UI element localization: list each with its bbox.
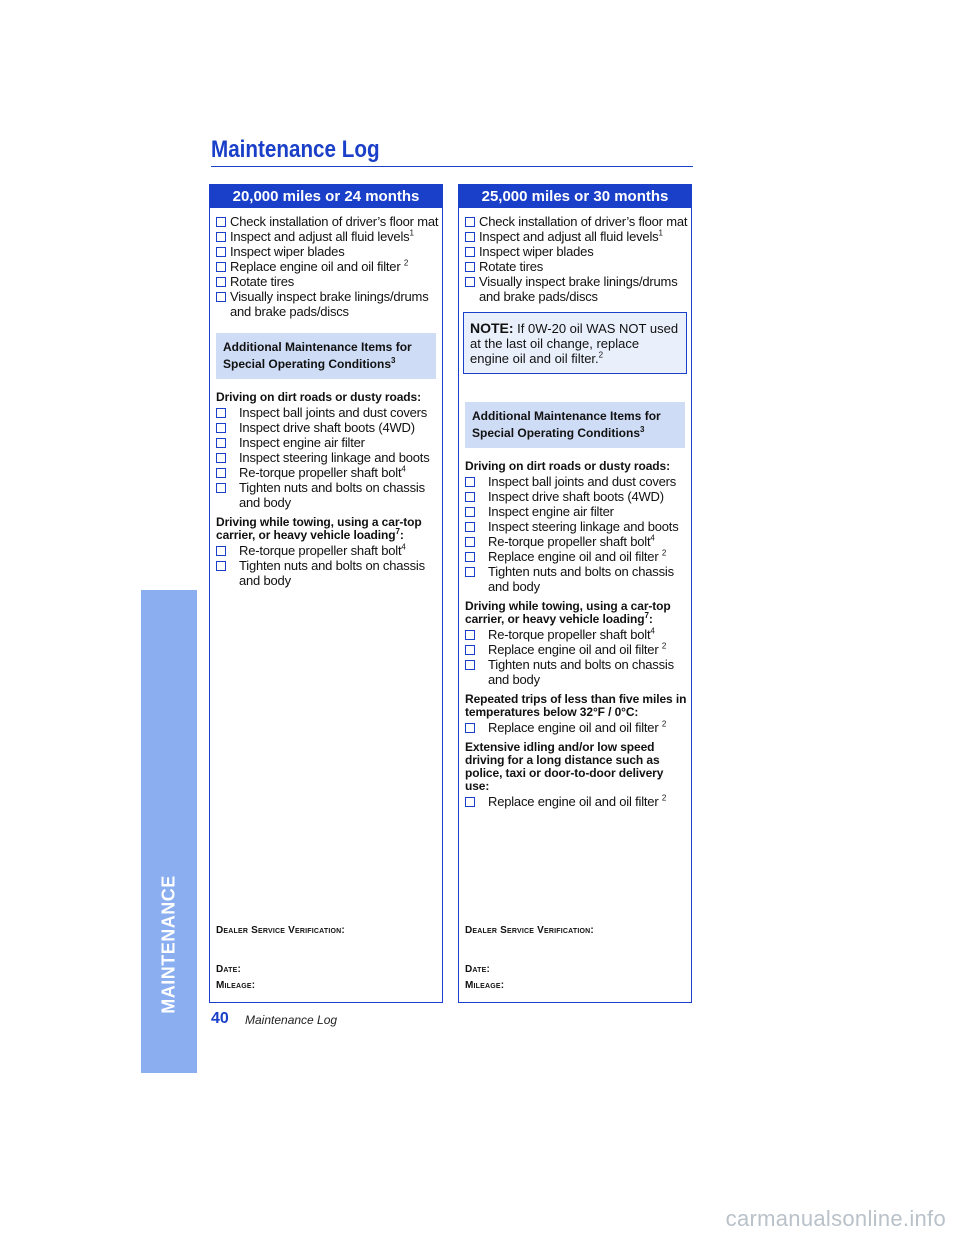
checklist-item — [465, 564, 691, 594]
checklist-item — [216, 259, 442, 274]
maintenance-list — [459, 208, 691, 304]
checklist-item — [465, 534, 691, 549]
additional-items-title-line2: Special Operating Conditions — [223, 357, 392, 371]
checklist-item-text: Replace engine oil and oil filter — [488, 720, 662, 735]
checkbox-icon[interactable] — [216, 561, 226, 571]
footnote-ref: 4 — [650, 533, 655, 543]
page-title: Maintenance Log — [211, 136, 380, 163]
checklist-item — [465, 794, 691, 809]
checklist-item-text: Rotate tires — [479, 259, 544, 274]
checkbox-icon[interactable] — [465, 232, 475, 242]
checklist-item-text: Replace engine oil and oil filter — [488, 549, 662, 564]
checkbox-icon[interactable] — [465, 723, 475, 733]
checkbox-icon[interactable] — [216, 468, 226, 478]
additional-items-title-line1: Additional Maintenance Items for — [223, 340, 412, 354]
checklist-item-text: Re-torque propeller shaft bolt — [488, 627, 651, 642]
footnote-ref: 4 — [401, 464, 406, 474]
short-trips-list — [459, 720, 691, 735]
checkbox-icon[interactable] — [465, 630, 475, 640]
checklist-item-text: Check installation of driver’s floor mat — [479, 214, 688, 229]
checklist-item-text: Inspect wiper blades — [479, 244, 594, 259]
checkbox-icon[interactable] — [216, 423, 226, 433]
side-tab: MAINTENANCE — [141, 590, 197, 1073]
checkbox-icon[interactable] — [216, 438, 226, 448]
checkbox-icon[interactable] — [465, 492, 475, 502]
date-label: Date: — [216, 964, 242, 975]
checklist-item — [216, 289, 442, 319]
footnote-ref: 1 — [658, 228, 663, 238]
checklist-item-text: Inspect drive shaft boots (4WD) — [488, 489, 664, 504]
additional-items-title-line1: Additional Maintenance Items for — [472, 409, 661, 423]
checkbox-icon[interactable] — [216, 453, 226, 463]
footnote-ref: 4 — [401, 542, 406, 552]
additional-items-title-line2: Special Operating Conditions — [472, 426, 641, 440]
footnote-ref: 4 — [650, 626, 655, 636]
dealer-verification-label: Dealer Service Verification: — [465, 925, 594, 936]
checklist-item — [465, 214, 691, 229]
checklist-item — [216, 405, 442, 420]
checklist-item — [465, 259, 691, 274]
checkbox-icon[interactable] — [465, 645, 475, 655]
checklist-item — [216, 543, 442, 558]
checklist-item-text: Tighten nuts and bolts on chassis and body — [488, 564, 674, 594]
checklist-item-text: Inspect engine air filter — [488, 504, 614, 519]
dealer-verification-label: Dealer Service Verification: — [216, 925, 345, 936]
checklist-item — [465, 627, 691, 642]
checklist-item-text: Replace engine oil and oil filter — [230, 259, 404, 274]
column-header: 20,000 miles or 24 months — [210, 185, 442, 208]
idling-heading: Extensive idling and/or low speed driving for a long distance such as police, taxi or door-to-door delivery use: — [465, 740, 664, 793]
title-rule — [211, 166, 693, 167]
checkbox-icon[interactable] — [465, 477, 475, 487]
footnote-ref: 3 — [640, 425, 645, 434]
mileage-label: Mileage: — [216, 980, 256, 991]
checklist-item-text: Inspect and adjust all fluid levels — [479, 229, 659, 244]
checklist-item-text: Inspect ball joints and dust covers — [239, 405, 428, 420]
dirt-roads-heading: Driving on dirt roads or dusty roads: — [216, 390, 421, 404]
checklist-item — [216, 480, 442, 510]
footnote-ref: 3 — [391, 356, 396, 365]
checklist-item-text: Inspect engine air filter — [239, 435, 365, 450]
column-25000-miles — [458, 184, 692, 1003]
date-label: Date: — [465, 964, 491, 975]
checklist-item — [465, 519, 691, 534]
checklist-item — [216, 229, 442, 244]
checklist-item — [216, 244, 442, 259]
checklist-item — [465, 474, 691, 489]
checklist-item-text: Check installation of driver’s floor mat — [230, 214, 439, 229]
footnote-ref: 2 — [661, 641, 667, 651]
note-box — [463, 312, 687, 374]
footnote-ref: 7 — [644, 611, 649, 620]
checklist-item-text: Inspect ball joints and dust covers — [488, 474, 677, 489]
checklist-item — [465, 549, 691, 564]
colon: : — [648, 612, 653, 626]
footnote-ref: 2 — [661, 548, 667, 558]
checkbox-icon[interactable] — [465, 537, 475, 547]
checklist-item-text: Visually inspect brake linings/drums and brake pads/discs — [230, 289, 429, 319]
watermark: carmanualsonline.info — [725, 1206, 946, 1231]
checklist-item — [216, 214, 442, 229]
additional-items-box — [465, 402, 685, 448]
towing-list — [459, 627, 691, 687]
checklist-item-text: Rotate tires — [230, 274, 295, 289]
checkbox-icon[interactable] — [465, 552, 475, 562]
towing-heading — [459, 594, 691, 627]
checklist-item — [465, 274, 691, 304]
checkbox-icon[interactable] — [465, 247, 475, 257]
checkbox-icon[interactable] — [216, 247, 226, 257]
dirt-roads-list — [459, 474, 691, 594]
checklist-item — [216, 274, 442, 289]
checkbox-icon[interactable] — [216, 277, 226, 287]
checklist-item — [216, 465, 442, 480]
checkbox-icon[interactable] — [216, 232, 226, 242]
checkbox-icon[interactable] — [216, 546, 226, 556]
towing-list — [210, 543, 442, 588]
checklist-item — [465, 720, 691, 735]
checklist-item-text: Replace engine oil and oil filter — [488, 642, 662, 657]
checkbox-icon[interactable] — [216, 217, 226, 227]
checklist-item-text: Re-torque propeller shaft bolt — [239, 543, 402, 558]
checklist-item-text: Visually inspect brake linings/drums and brake pads/discs — [479, 274, 678, 304]
checklist-item — [465, 642, 691, 657]
checkbox-icon[interactable] — [465, 567, 475, 577]
note-text: If 0W-20 oil WAS NOT used at the last oil change, replace engine oil and oil filter. — [470, 321, 679, 366]
towing-heading-text: Driving while towing, using a car-top carrier, or heavy vehicle loading — [216, 515, 422, 542]
checklist-item-text: Inspect steering linkage and boots — [239, 450, 430, 465]
checkbox-icon[interactable] — [465, 797, 475, 807]
checklist-item — [216, 420, 442, 435]
checkbox-icon[interactable] — [465, 507, 475, 517]
checklist-item-text: Tighten nuts and bolts on chassis and body — [239, 480, 425, 510]
checklist-item — [216, 558, 442, 588]
checkbox-icon[interactable] — [216, 408, 226, 418]
towing-heading — [210, 510, 442, 543]
dirt-roads-heading: Driving on dirt roads or dusty roads: — [465, 459, 670, 473]
footnote-ref: 2 — [598, 350, 604, 360]
checkbox-icon[interactable] — [465, 660, 475, 670]
checkbox-icon[interactable] — [465, 262, 475, 272]
footnote-ref: 2 — [403, 258, 409, 268]
checklist-item — [216, 450, 442, 465]
checklist-item-text: Re-torque propeller shaft bolt — [488, 534, 651, 549]
footnote-ref: 1 — [409, 228, 414, 238]
footer-label: Maintenance Log — [245, 1013, 338, 1027]
checklist-item — [465, 504, 691, 519]
footnote-ref: 2 — [661, 719, 667, 729]
footnote-ref: 2 — [661, 793, 667, 803]
dirt-roads-list — [210, 405, 442, 510]
footnote-ref: 7 — [395, 527, 400, 536]
checklist-item-text: Inspect drive shaft boots (4WD) — [239, 420, 415, 435]
short-trips-heading: Repeated trips of less than five miles in temperatures below 32°F / 0°C: — [465, 692, 687, 719]
checklist-item-text: Inspect wiper blades — [230, 244, 345, 259]
note-label: NOTE: — [470, 320, 514, 336]
checklist-item-text: Inspect steering linkage and boots — [488, 519, 679, 534]
additional-items-box — [216, 333, 436, 379]
checklist-item-text: Inspect and adjust all fluid levels — [230, 229, 410, 244]
checklist-item — [216, 435, 442, 450]
checklist-item — [465, 489, 691, 504]
checklist-item — [465, 244, 691, 259]
checkbox-icon[interactable] — [216, 483, 226, 493]
checklist-item — [465, 229, 691, 244]
checkbox-icon[interactable] — [216, 262, 226, 272]
checklist-item-text: Re-torque propeller shaft bolt — [239, 465, 402, 480]
checklist-item-text: Replace engine oil and oil filter — [488, 794, 662, 809]
maintenance-list — [210, 208, 442, 319]
checkbox-icon[interactable] — [465, 277, 475, 287]
checklist-item-text: Tighten nuts and bolts on chassis and body — [488, 657, 674, 687]
checklist-item-text: Tighten nuts and bolts on chassis and body — [239, 558, 425, 588]
colon: : — [399, 528, 404, 542]
checkbox-icon[interactable] — [216, 292, 226, 302]
column-header: 25,000 miles or 30 months — [459, 185, 691, 208]
checkbox-icon[interactable] — [465, 217, 475, 227]
towing-heading-text: Driving while towing, using a car-top carrier, or heavy vehicle loading — [465, 599, 671, 626]
mileage-label: Mileage: — [465, 980, 505, 991]
checkbox-icon[interactable] — [465, 522, 475, 532]
idling-list — [459, 794, 691, 809]
checklist-item — [465, 657, 691, 687]
column-20000-miles — [209, 184, 443, 1003]
page-number: 40 — [211, 1010, 229, 1027]
